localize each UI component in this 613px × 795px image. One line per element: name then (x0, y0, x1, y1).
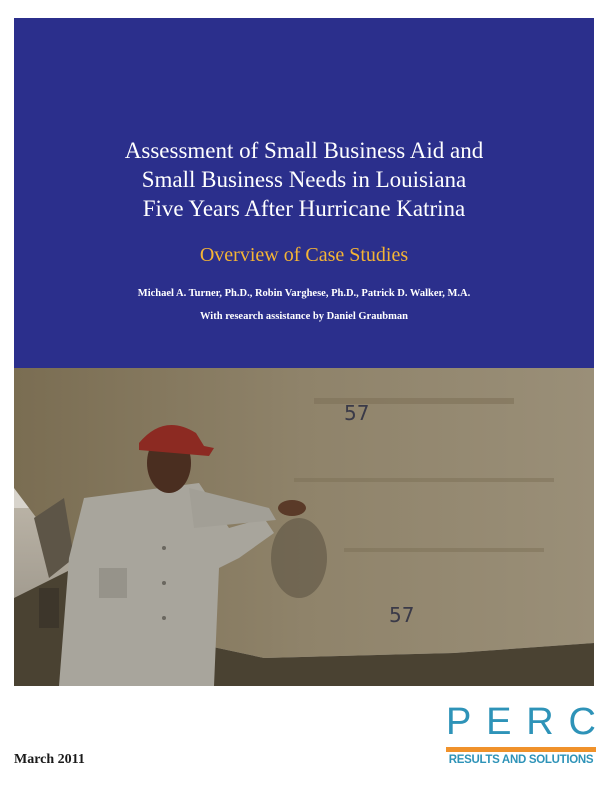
research-assistance-line: With research assistance by Daniel Graubman (200, 311, 408, 322)
logo-letter-c: C (568, 701, 596, 743)
title-line-2: Small Business Needs in Louisiana (141, 167, 467, 192)
publication-date: March 2011 (14, 752, 85, 767)
perc-logo-letters (446, 703, 596, 741)
logo-letter-r: R (526, 701, 554, 743)
authors-line: Michael A. Turner, Ph.D., Robin Varghese, Ph.D., Patrick D. Walker, M.A. (137, 288, 471, 299)
wall-marking-1: 57 (344, 401, 370, 425)
report-title (14, 136, 594, 223)
report-subtitle: Overview of Case Studies (199, 244, 409, 266)
logo-letter-e: E (486, 701, 512, 743)
wall-marking-2: 57 (389, 603, 415, 627)
logo-tagline: RESULTS AND SOLUTIONS (448, 754, 594, 766)
cover-banner (14, 18, 594, 368)
title-line-3: Five Years After Hurricane Katrina (142, 196, 466, 221)
title-line-1: Assessment of Small Business Aid and (124, 138, 484, 163)
logo-orange-bar (446, 747, 596, 752)
perc-logo (446, 703, 596, 773)
cover-photo (14, 368, 594, 686)
logo-letter-p: P (446, 701, 472, 743)
